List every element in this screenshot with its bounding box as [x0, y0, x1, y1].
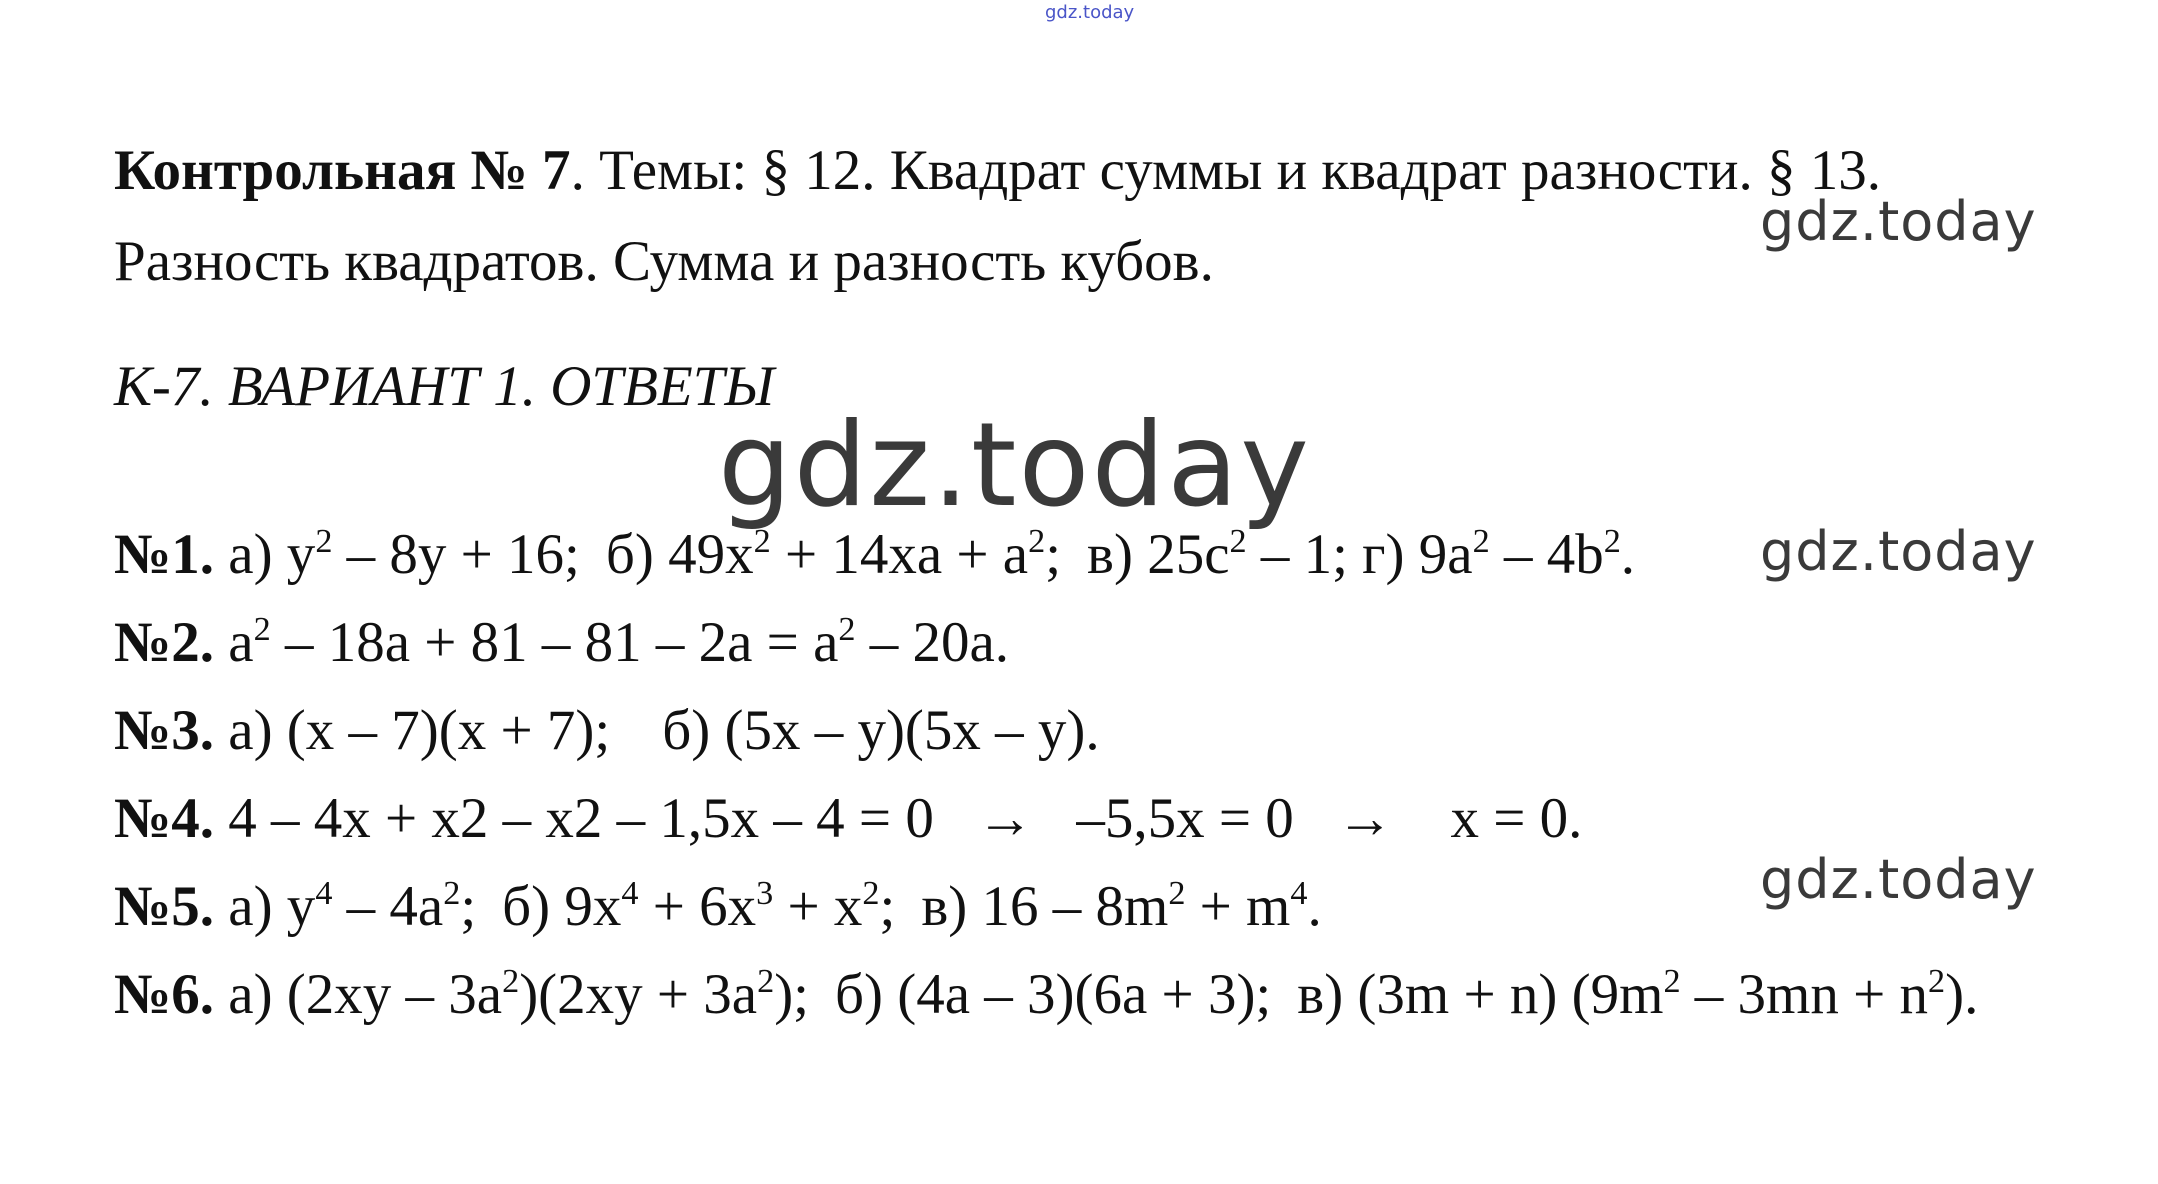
- watermark-right-1: gdz.today: [1760, 190, 2037, 253]
- topics-text: . Темы: § 12. Квадрат суммы и квадрат разности. § 13.: [570, 139, 1882, 202]
- watermark-right-2: gdz.today: [1760, 520, 2037, 583]
- answer-5-label: №5.: [114, 875, 215, 938]
- answer-5: №5. а) $y^4 - 4a^2$; б) $9x^4 + 6x^3 + x^2$; в) $16 - 8m^2 + m^4$.: [114, 874, 1322, 938]
- answer-1: №1. а) $y^2 - 8y + 16$; б) $49x^2 + 14xa + a^2$; в) $25c^2 - 1$; г) $9a^2 - 4b^2$.: [114, 522, 1636, 586]
- answer-2-label: №2.: [114, 611, 215, 674]
- answer-4-label: №4.: [114, 787, 215, 850]
- answer-6-label: №6.: [114, 963, 215, 1026]
- test-title: Контрольная № 7: [114, 139, 571, 202]
- answer-3: №3. а) (x – 7)(x + 7); б) (5x – y)(5x – y).: [114, 699, 1100, 762]
- answer-2: №2. $a^2 - 18a + 81 - 81 - 2a = a^2 - 20a$.: [114, 610, 1010, 674]
- watermark-large: gdz.today: [718, 398, 1311, 533]
- answer-1-label: №1.: [114, 523, 215, 586]
- watermark-top: gdz.today: [1045, 2, 1135, 23]
- answer-6: №6. а) $(2xy - 3a^2)(2xy + 3a^2)$; б) (4a – 3)(6a + 3); в) (3m + n) $(9m^2 - 3mn + n^2)$.: [114, 962, 1979, 1026]
- watermark-right-3: gdz.today: [1760, 848, 2037, 911]
- answer-3-label: №3.: [114, 699, 215, 762]
- heading-line-1: [114, 139, 1882, 202]
- answer-4: №4. 4 – 4x + x2 – x2 – 1,5x – 4 = 0 → –5,5x = 0 → x = 0.: [114, 787, 1583, 850]
- variant-title: К-7. ВАРИАНТ 1. ОТВЕТЫ: [114, 355, 775, 418]
- heading-line-2: Разность квадратов. Сумма и разность кубов.: [114, 230, 1214, 293]
